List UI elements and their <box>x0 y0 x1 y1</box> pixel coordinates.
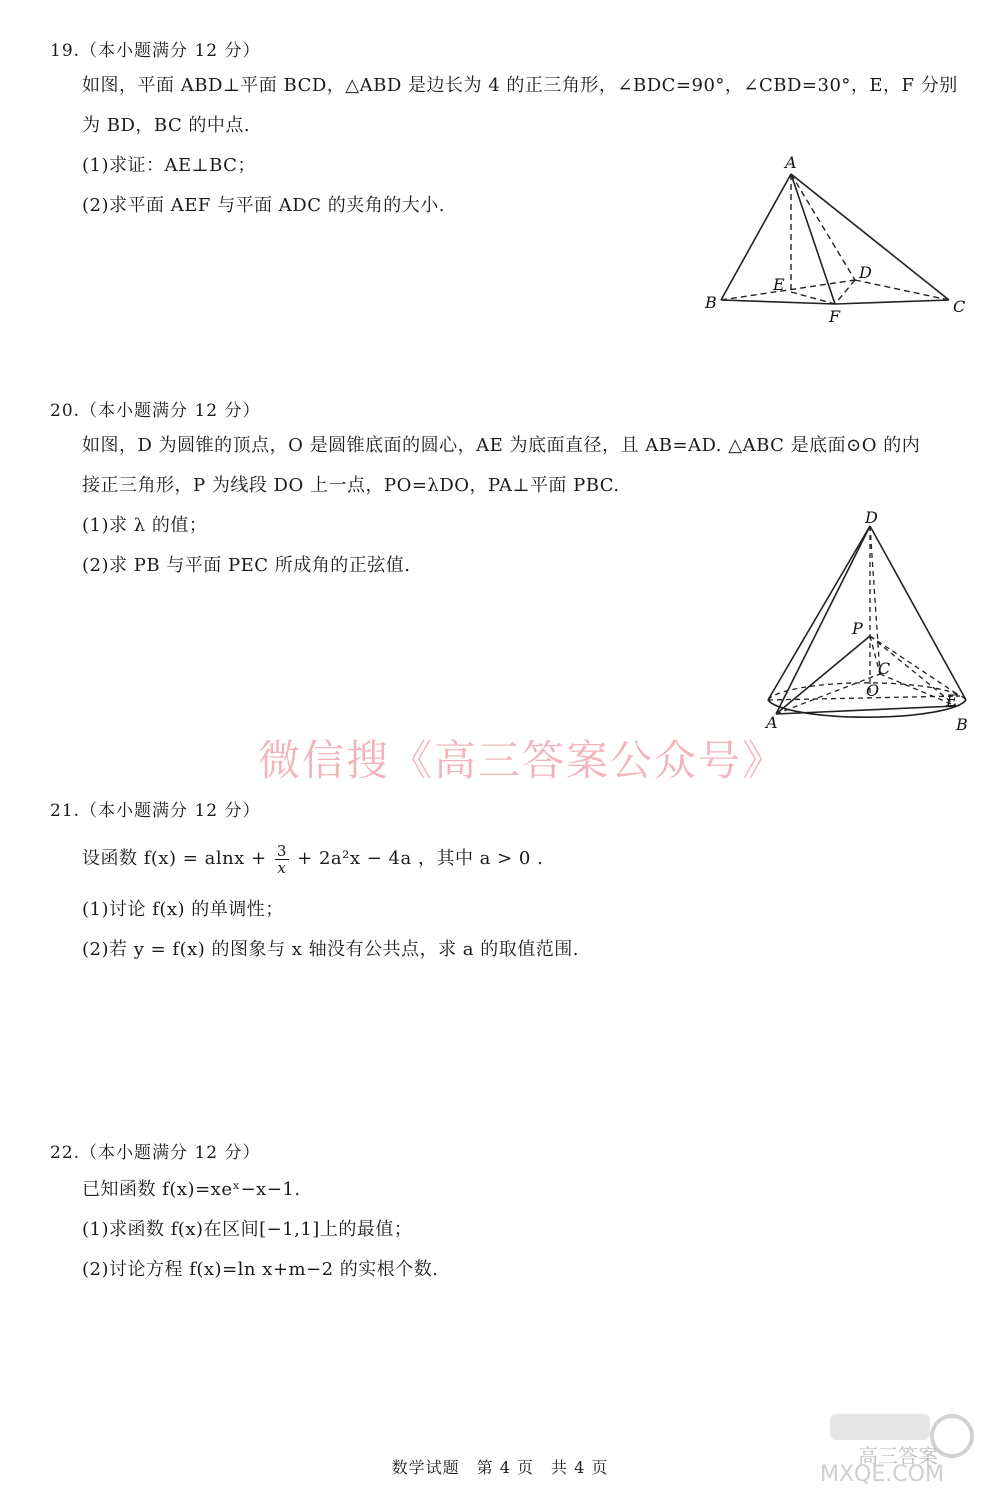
q21-fraction <box>275 843 289 876</box>
q21-title: 21.（本小题满分 12 分） <box>50 801 261 821</box>
q20-figure-cone <box>760 510 980 735</box>
q20-label-a: A <box>766 713 778 732</box>
q19-stem-line2: 为 BD，BC 的中点. <box>82 115 251 136</box>
watermark-text: 微信搜《高三答案公众号》 <box>258 736 787 785</box>
q21-stem-pre: 设函数 f(x) = alnx + <box>82 848 267 869</box>
q19-stem-line1: 如图，平面 ABD⊥平面 BCD，△ABD 是边长为 4 的正三角形，∠BDC=90°，∠CBD=30°，E，F 分别 <box>82 75 958 96</box>
q21-part1: (1)讨论 f(x) 的单调性； <box>82 899 284 920</box>
q20-title: 20.（本小题满分 12 分） <box>50 401 261 421</box>
logo-site-text: MXQE.COM <box>820 1462 944 1487</box>
q20-label-c: C <box>878 659 891 678</box>
q19-title: 19.（本小题满分 12 分） <box>50 41 261 61</box>
q20-label-b: B <box>956 715 968 734</box>
q20-part1: (1)求 λ 的值； <box>82 515 208 536</box>
q21-stem-post: + 2a²x − 4a ，其中 a > 0 . <box>297 848 544 869</box>
q21-stem <box>82 842 543 876</box>
q19-part2: (2)求平面 AEF 与平面 ADC 的夹角的大小. <box>82 195 445 216</box>
q19-label-c: C <box>953 297 966 316</box>
q20-label-e: E <box>946 691 958 710</box>
q20-stem-line2: 接正三角形，P 为线段 DO 上一点，PO=λDO，PA⊥平面 PBC. <box>82 475 620 496</box>
q20-stem-line1: 如图，D 为圆锥的顶点，O 是圆锥底面的圆心，AE 为底面直径，且 AB=AD. △ABC 是底面⊙O 的内 <box>82 435 921 456</box>
q20-label-p: P <box>852 619 863 638</box>
q21-part2: (2)若 y = f(x) 的图象与 x 轴没有公共点，求 a 的取值范围. <box>82 939 579 960</box>
q22-part2: (2)讨论方程 f(x)=ln x+m−2 的实根个数. <box>82 1259 439 1280</box>
q20-label-d: D <box>865 510 878 527</box>
q22-title: 22.（本小题满分 12 分） <box>50 1143 261 1163</box>
q20-label-o: O <box>866 681 880 700</box>
q21-fraction-numerator: 3 <box>276 841 287 860</box>
logo-cn-text: 高三答案 <box>858 1444 938 1468</box>
q20-part2: (2)求 PB 与平面 PEC 所成角的正弦值. <box>82 555 411 576</box>
page-footer: 数学试题 第 4 页 共 4 页 <box>391 1458 609 1477</box>
q22-stem: 已知函数 f(x)=xeˣ−x−1. <box>82 1179 301 1200</box>
q21-fraction-denominator: x <box>277 858 287 877</box>
q22-part1: (1)求函数 f(x)在区间[−1,1]上的最值； <box>82 1219 413 1240</box>
q19-label-b: B <box>705 293 717 312</box>
q19-label-f: F <box>829 307 841 326</box>
q19-figure-pyramid <box>695 150 985 330</box>
q19-label-a: A <box>785 153 797 172</box>
q19-label-d: D <box>859 263 872 282</box>
q19-label-e: E <box>773 275 785 294</box>
q19-part1: (1)求证：AE⊥BC； <box>82 155 256 176</box>
